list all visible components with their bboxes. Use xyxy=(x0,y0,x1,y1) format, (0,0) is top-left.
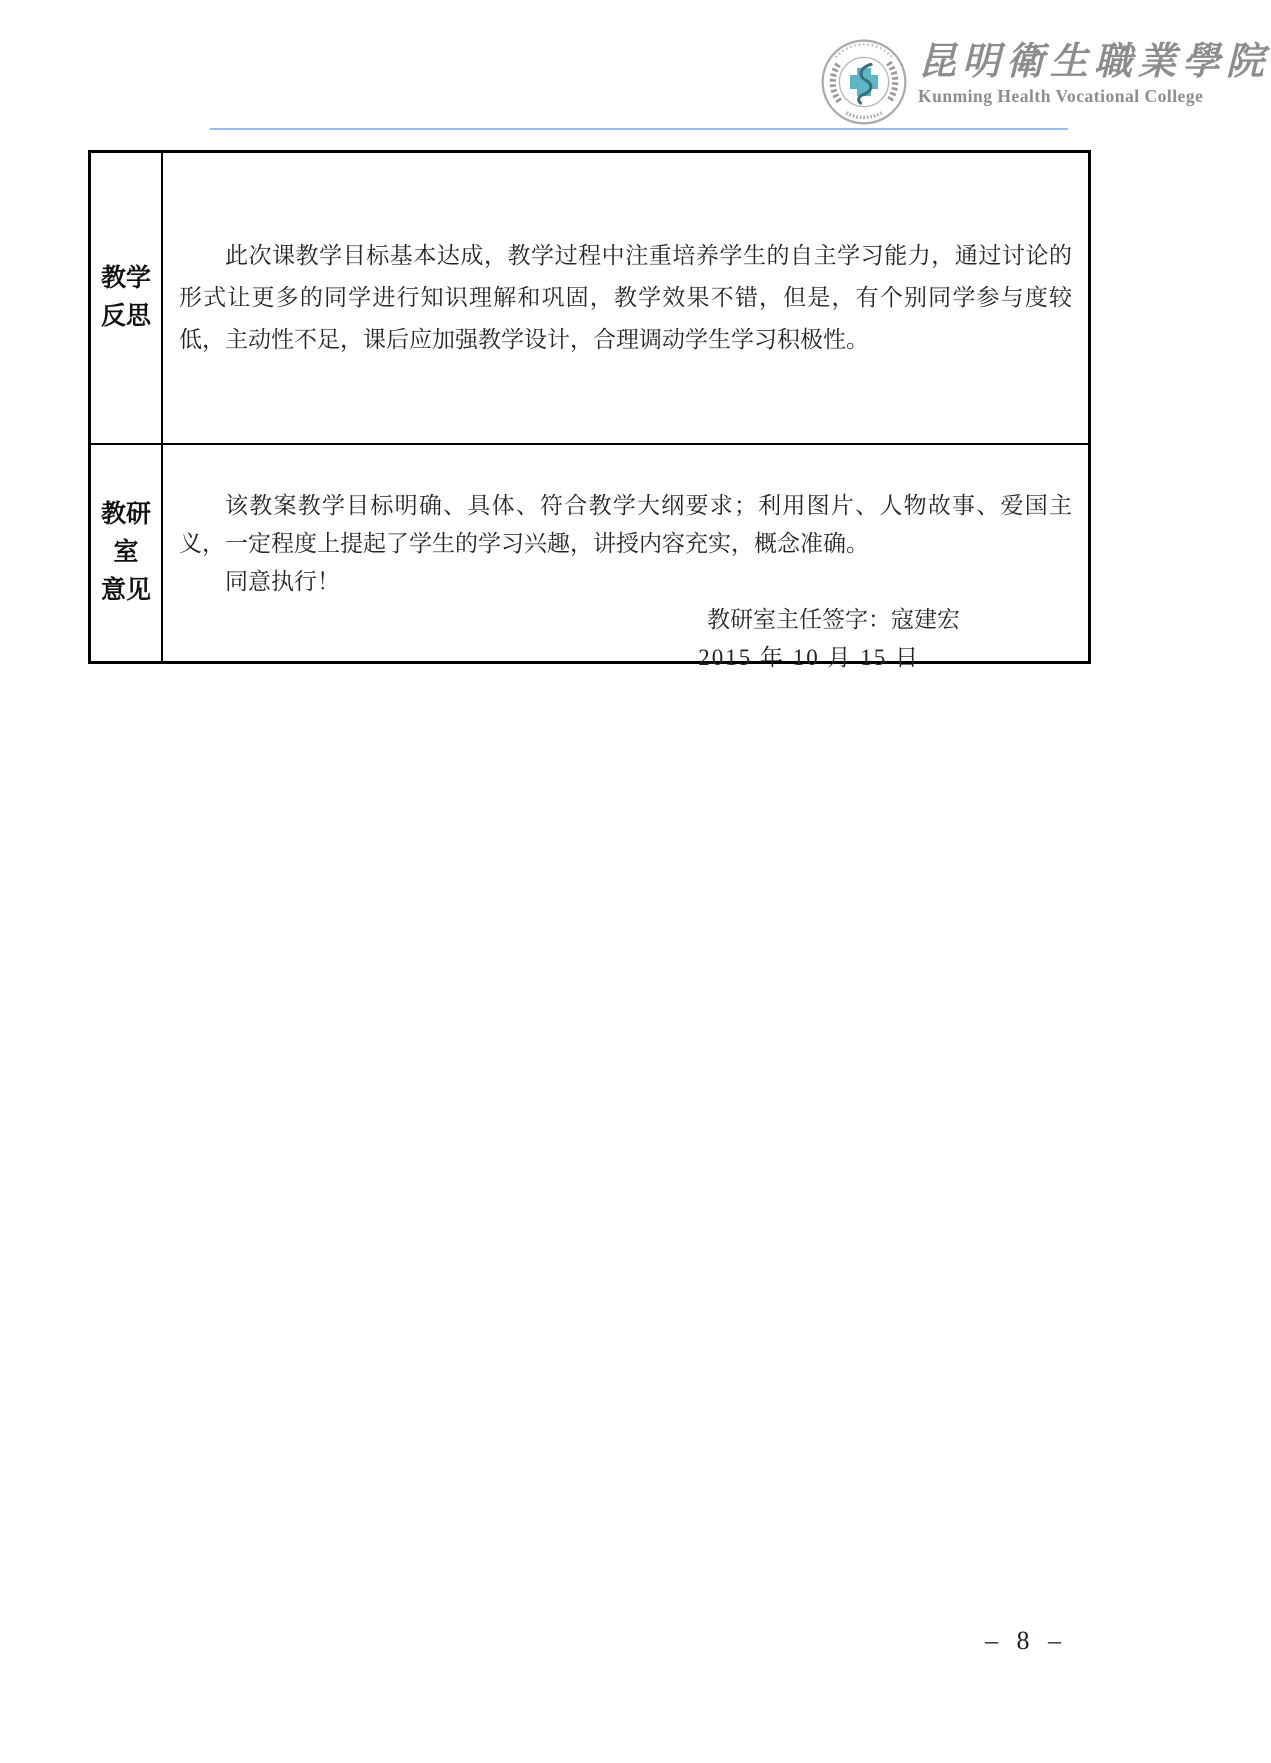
table-row-office-opinion xyxy=(91,443,1088,670)
label-line: 教研 xyxy=(100,501,151,528)
college-header xyxy=(820,38,1270,126)
college-seal-icon xyxy=(820,38,908,126)
label-line: 反思 xyxy=(100,303,151,330)
college-name-chinese: 昆明衛生職業學院 xyxy=(918,41,1271,83)
table-row-teaching-reflection xyxy=(91,153,1088,443)
review-table xyxy=(88,150,1091,670)
signature-date: 2015 年 10 月 15 日 xyxy=(698,645,920,670)
row-label-office-opinion xyxy=(91,445,163,661)
page-number: – 8 – xyxy=(985,1626,1067,1655)
header-divider-line xyxy=(210,128,1068,130)
row-label-teaching-reflection xyxy=(91,153,163,443)
director-signature: 教研室主任签字：寇建宏 xyxy=(707,607,960,632)
opinion-paragraph: 该教案教学目标明确、具体、符合教学大纲要求；利用图片、人物故事、爱国主义，一定程度上提起了学生的学习兴趣，讲授内容充实，概念准确。 xyxy=(179,493,1072,556)
cell-teaching-reflection xyxy=(163,153,1088,443)
cell-office-opinion xyxy=(163,445,1088,670)
approval-statement: 同意执行！ xyxy=(225,569,340,594)
label-line: 室 xyxy=(113,539,139,566)
reflection-paragraph: 此次课教学目标基本达成，教学过程中注重培养学生的自主学习能力，通过讨论的形式让更多的同学进行知识理解和巩固，教学效果不错，但是，有个别同学参与度较低，主动性不足，课后应加强教学设计，合理调动学生学习积极性。 xyxy=(179,243,1072,352)
college-name-block xyxy=(918,38,1270,107)
college-name-english: Kunming Health Vocational College xyxy=(918,86,1204,106)
label-line: 教学 xyxy=(100,265,151,292)
label-line: 意见 xyxy=(100,577,151,604)
